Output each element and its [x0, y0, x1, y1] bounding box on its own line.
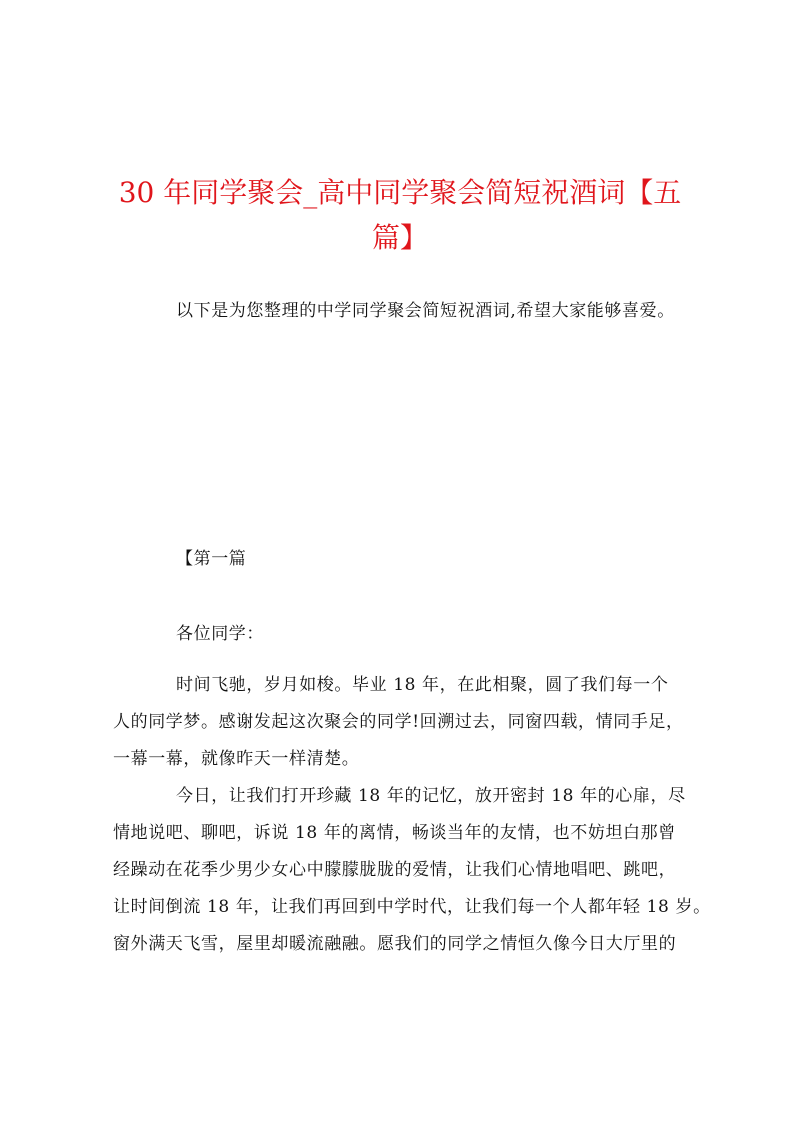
intro-paragraph: 以下是为您整理的中学同学聚会简短祝酒词,希望大家能够喜爱。 — [176, 301, 675, 321]
paragraph-2-line-4: 让时间倒流 18 年，让我们再回到中学时代，让我们每一个人都年轻 18 岁。 — [113, 897, 711, 917]
section-heading: 【第一篇 — [176, 549, 247, 569]
paragraph-1-line-2: 人的同学梦。感谢发起这次聚会的同学!回溯过去，同窗四载，情同手足， — [113, 712, 684, 732]
paragraph-1-line-3: 一幕一幕，就像昨天一样清楚。 — [113, 749, 360, 769]
greeting-line: 各位同学： — [176, 624, 264, 644]
document-title-line-2: 篇】 — [371, 221, 428, 254]
paragraph-2-line-1: 今日，让我们打开珍藏 18 年的记忆，放开密封 18 年的心扉，尽 — [176, 786, 686, 806]
paragraph-2-line-5: 窗外满天飞雪，屋里却暖流融融。愿我们的同学之情恒久像今日大厅里的 — [113, 934, 677, 954]
paragraph-1-line-1: 时间飞驰，岁月如梭。毕业 18 年，在此相聚，圆了我们每一个 — [176, 675, 669, 695]
document-title-line-1: 30 年同学聚会_高中同学聚会简短祝酒词【五 — [118, 176, 682, 209]
paragraph-2-line-2: 情地说吧、聊吧，诉说 18 年的离情，畅谈当年的友情，也不妨坦白那曾 — [113, 823, 676, 843]
paragraph-2-line-3: 经躁动在花季少男少女心中朦朦胧胧的爱情，让我们心情地唱吧、跳吧， — [113, 860, 677, 880]
